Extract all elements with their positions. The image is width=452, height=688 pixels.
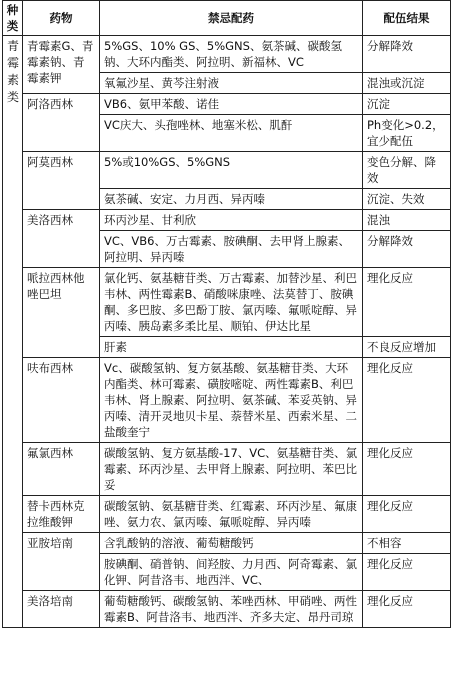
- table-row: [3, 152, 451, 189]
- result-cell: 分解降效: [363, 231, 451, 268]
- drug-cell: 替卡西林克拉维酸钾: [23, 496, 100, 533]
- result-cell: 理化反应: [363, 268, 451, 337]
- header-result: 配伍结果: [363, 1, 451, 36]
- result-cell: 理化反应: [363, 554, 451, 591]
- contra-cell: 氯化钙、氨基糖苷类、万古霉素、加替沙星、利巴韦林、两性霉素B、硝酸咪康唑、法莫替丁、胺碘酮、多巴胺、多巴酚丁胺、氯丙嗪、氟哌啶醇、异丙嗪、胰岛素多柔比星、顺铂、伊达比星: [100, 268, 363, 337]
- result-cell: 沉淀: [363, 94, 451, 115]
- table-row: [3, 533, 451, 554]
- result-cell: 混浊或沉淀: [363, 73, 451, 94]
- result-cell: 不相容: [363, 533, 451, 554]
- table-row: [3, 496, 451, 533]
- result-cell: 沉淀、失效: [363, 189, 451, 210]
- drug-cell: 青霉素G、青霉素钠、青霉素钾: [23, 36, 100, 94]
- table-row: [3, 591, 451, 628]
- category-cell: 青霉素类: [3, 36, 23, 628]
- drug-cell: 美洛西林: [23, 210, 100, 268]
- result-cell: 理化反应: [363, 496, 451, 533]
- table-body: [3, 36, 451, 628]
- drug-cell: 哌拉西林他唑巴坦: [23, 268, 100, 358]
- table-row: [3, 36, 451, 73]
- table-row: [3, 268, 451, 337]
- result-cell: 理化反应: [363, 443, 451, 496]
- drug-cell: 美洛培南: [23, 591, 100, 628]
- result-cell: 不良反应增加: [363, 337, 451, 358]
- contra-cell: Vc、碳酸氢钠、复方氨基酸、氨基糖苷类、大环内酯类、林可霉素、磺胺嘧啶、两性霉素B、利巴韦林、肾上腺素、阿拉明、氨茶碱、苯妥英钠、异丙嗪、清开灵地贝卡星、萘替米星、西索米星、二盐酸奎宁: [100, 358, 363, 443]
- header-row: [3, 1, 451, 36]
- table-row: [3, 94, 451, 115]
- result-cell: Ph变化>0.2，宜少配伍: [363, 115, 451, 152]
- drug-cell: 阿莫西林: [23, 152, 100, 210]
- contra-cell: 氧氟沙星、黄芩注射液: [100, 73, 363, 94]
- table-row: [3, 443, 451, 496]
- contra-cell: 5%GS、10% GS、5%GNS、氨茶碱、碳酸氢钠、大环内酯类、阿拉明、新福林、VC: [100, 36, 363, 73]
- table-row: [3, 210, 451, 231]
- contra-cell: 碳酸氢钠、复方氨基酸-17、VC、氨基糖苷类、氯霉素、环丙沙星、去甲肾上腺素、阿拉明、苯巴比妥: [100, 443, 363, 496]
- contra-cell: VC、VB6、万古霉素、胺碘酮、去甲肾上腺素、阿拉明、异丙嗪: [100, 231, 363, 268]
- table-row: [3, 358, 451, 443]
- contra-cell: 5%或10%GS、5%GNS: [100, 152, 363, 189]
- contra-cell: VB6、氨甲苯酸、诺佳: [100, 94, 363, 115]
- contra-cell: 胺碘酮、硝普钠、间羟胺、力月西、阿奇霉素、氯化钾、阿昔洛韦、地西泮、VC、: [100, 554, 363, 591]
- header-category: 种类: [3, 1, 23, 36]
- header-contraindicated: 禁忌配药: [100, 1, 363, 36]
- drug-cell: 呋布西林: [23, 358, 100, 443]
- drug-cell: 阿洛西林: [23, 94, 100, 152]
- result-cell: 分解降效: [363, 36, 451, 73]
- result-cell: 理化反应: [363, 591, 451, 628]
- drug-cell: 亚胺培南: [23, 533, 100, 591]
- contra-cell: 环丙沙星、甘利欣: [100, 210, 363, 231]
- contra-cell: VC庆大、头孢唑林、地塞米松、肌酐: [100, 115, 363, 152]
- result-cell: 理化反应: [363, 358, 451, 443]
- contra-cell: 含乳酸钠的溶液、葡萄糖酸钙: [100, 533, 363, 554]
- contra-cell: 葡萄糖酸钙、碳酸氢钠、苯唑西林、甲硝唑、两性霉素B、阿昔洛韦、地西泮、齐多夫定、昂丹司琼: [100, 591, 363, 628]
- result-cell: 变色分解、降效: [363, 152, 451, 189]
- contra-cell: 肝素: [100, 337, 363, 358]
- drug-cell: 氟氯西林: [23, 443, 100, 496]
- result-cell: 混浊: [363, 210, 451, 231]
- header-drug: 药物: [23, 1, 100, 36]
- compatibility-table: [2, 0, 451, 628]
- contra-cell: 碳酸氢钠、氨基糖苷类、红霉素、环丙沙星、氟康唑、氨力农、氯丙嗪、氟哌啶醇、异丙嗪: [100, 496, 363, 533]
- contra-cell: 氨茶碱、安定、力月西、异丙嗪: [100, 189, 363, 210]
